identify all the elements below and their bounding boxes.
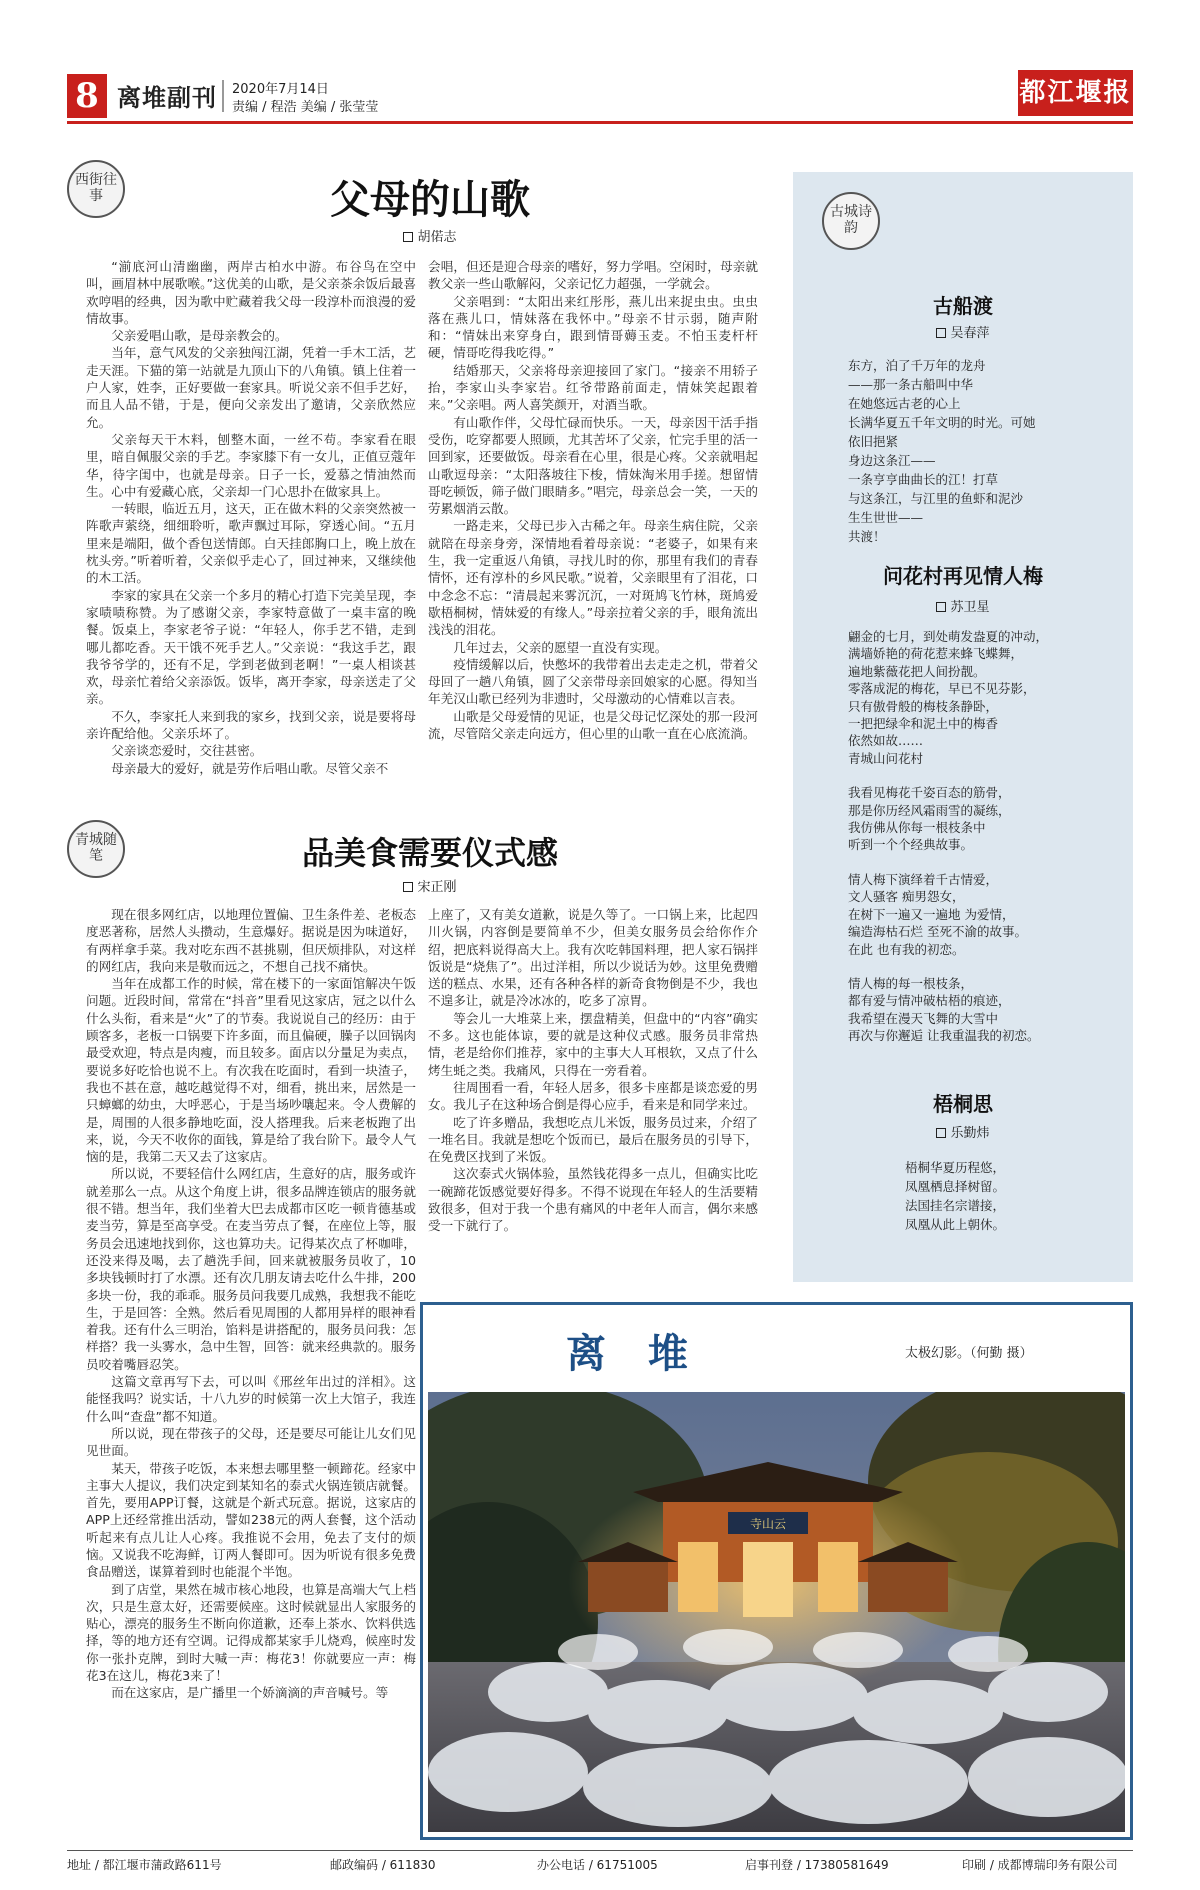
article1-column-1 bbox=[86, 258, 416, 796]
poem-line: 满墙娇艳的荷花惹来蜂飞蝶舞， bbox=[848, 646, 1024, 662]
poem-line: 法国挂名宗谱接， bbox=[905, 1198, 1006, 1213]
poem-line: 梧桐华夏历程悠， bbox=[905, 1160, 1006, 1175]
poem-line: 长满华夏五千年文明的时光。可她 bbox=[848, 415, 1036, 430]
paragraph: 某天，带孩子吃饭，本来想去哪里整一顿蹄花。经家中主事大人提议，我们决定到某知名的泰式火锅连锁店就餐。首先，要用APP订餐，这就是个新式玩意。据说，这家店的APP上还经常推出活动，譬如238元的两人套餐，这个活动听起来有点儿让人心疼。我推说不会用，免去了支付的烦恼。又说我不吃海鲜，订两人餐即可。因为听说有很多免费食品赠送，谋算着到时也能混个半饱。 bbox=[86, 1460, 416, 1580]
paragraph: 现在很多网红店，以地理位置偏、卫生条件差、老板态度恶著称，居然人头攒动，生意爆好。据说是因为味道好，有两样拿手菜。我对吃东西不甚挑剔，但厌烦排队，对这样的网红店，我向来是敬而远之，不想自己找不痛快。 bbox=[86, 907, 416, 974]
paragraph: 会唱，但还是迎合母亲的嗜好，努力学唱。空闲时，母亲就教父亲一些山歌解闷，父亲记忆力超强，一学就会。 bbox=[428, 259, 758, 292]
poem-line: 在此 也有我的初恋。 bbox=[848, 941, 965, 957]
column-badge-qingcheng: 青城随笔 bbox=[67, 820, 125, 878]
paragraph: 不久，李家托人来到我的家乡，找到父亲，说是要将母亲许配给他。父亲乐坏了。 bbox=[86, 708, 416, 742]
poem-line: 我希望在漫天飞舞的大雪中 bbox=[848, 1010, 999, 1026]
poem-line: 凤凰栖息择树留。 bbox=[905, 1179, 1006, 1194]
article-title: 父母的山歌 bbox=[330, 176, 530, 223]
paragraph: 所以说，现在带孩子的父母，还是要尽可能让儿女们见见世面。 bbox=[86, 1425, 416, 1459]
paragraph: 所以说，不要轻信什么网红店，生意好的店，服务或许就差那么一点。从这个角度上讲，很多品牌连锁店的服务就很不错。想当年，我们坐着大巴去成都市区吃一顿肯德基或麦当劳，算是至高享受。在麦当劳点了餐，在座位上等，服务员会迅速地找到你，这也算功夫。记得某次点了杯咖啡，还没来得及喝，去了趟洗手间，回来就被服务员收了，10多块钱顿时打了水漂。还有次几朋友请去吃什么牛排，200多块一份，我的乖乖。服务员问我要几成熟，我想我不能吃生，于是回答：全熟。然后看见周围的人都用异样的眼神看着我。还有什么三明治，馅料是讲搭配的，服务员问我：怎样搭？我一头雾水，急中生智，回答：就来经典款的。服务员咬着嘴唇忍笑。 bbox=[86, 1166, 416, 1372]
author-name: 吴春萍 bbox=[950, 326, 990, 341]
paragraph: 而在这家店，是广播里一个娇滴滴的声音喊号。等 bbox=[111, 1685, 389, 1701]
paragraph: 到了店堂，果然在城市核心地段，也算是高端大气上档次，只是生意太好，还需要候座。这时候就显出人家服务的贴心，漂亮的服务生不断向你道歉，还奉上茶水、饮料供选择，等的地方还有空调。记得成都某家手儿烧鸡，候座时发你一张扑克牌，到时大喊一声：梅花3！你就要应一声：梅花3在这儿，梅花3来了！ bbox=[86, 1581, 416, 1684]
byline-box-icon bbox=[403, 232, 413, 242]
paragraph: 父亲爱唱山歌，是母亲教会的。 bbox=[111, 328, 288, 344]
author-name: 宋正刚 bbox=[417, 880, 457, 895]
poem-line: 依然如故…… bbox=[848, 733, 924, 749]
article1-column-2 bbox=[428, 258, 758, 796]
poem-line: 我仿佛从你每一根枝条中 bbox=[848, 820, 986, 836]
photo-feature-title: 离 堆 bbox=[566, 1330, 702, 1377]
masthead-rule bbox=[67, 121, 1133, 124]
poem-body bbox=[905, 1158, 1105, 1234]
article-title: 品美食需要仪式感 bbox=[301, 834, 558, 872]
poem-title: 问花村再见情人梅 bbox=[883, 564, 1043, 588]
paragraph: 疫情缓解以后，快憋坏的我带着出去走走之机，带着父母回了一趟八角镇，圆了父亲带母亲回娘家的心愿。得知当年羌汉山歌已经列为非遗时，父母激动的心情难以言表。 bbox=[428, 656, 758, 707]
poem-line: 编造海枯石烂 至死不渝的故事。 bbox=[848, 924, 1027, 940]
paragraph: 这次泰式火锅体验，虽然钱花得多一点儿，但确实比吃一碗蹄花饭感觉要好得多。不得不说现在年轻人的生活要精致很多，但对于我一个患有痛风的中老年人而言，偶尔来感受一下就行了。 bbox=[428, 1166, 758, 1234]
footer-postcode: 邮政编码 / 611830 bbox=[330, 1858, 436, 1872]
poem-line: 东方，泊了千万年的龙舟 bbox=[848, 358, 986, 373]
masthead-divider bbox=[222, 80, 224, 112]
page-number: 8 bbox=[67, 74, 107, 118]
poem-line: 听到一个个经典故事。 bbox=[848, 837, 974, 853]
paragraph: 这篇文章再写下去，可以叫《邢丝年出过的洋相》。这能怪我吗？说实话，十八九岁的时候第一次上大馆子，我连什么叫“查盘”都不知道。 bbox=[86, 1374, 416, 1424]
poem-line: 我看见梅花千姿百态的筋骨， bbox=[848, 785, 1011, 801]
poem-body bbox=[848, 628, 1118, 1045]
footer-rule bbox=[67, 1850, 1133, 1851]
poem-line: ——那一条古船叫中华 bbox=[848, 377, 974, 392]
poem-line: 一把把绿伞和泥土中的梅香 bbox=[848, 716, 999, 732]
poem-line: 都有爱与情冲破枯梧的痕迹， bbox=[848, 993, 1011, 1009]
paragraph: 结婚那天，父亲将母亲迎接回了家门。“接亲不用轿子抬，李家山头李家岩。红爷带路前面走，情妹笑起跟着来。”父亲唱。两人喜笑颜开，对酒当歌。 bbox=[428, 362, 758, 413]
photo-caption: 太极幻影。（何勤 摄） bbox=[905, 1346, 1033, 1361]
poem-title: 古船渡 bbox=[933, 294, 993, 318]
paragraph: 有山歌作伴，父母忙碌而快乐。一天，母亲因干活手指受伤，吃穿都要人照顾，尤其苦坏了父亲，忙完手里的活一回到家，还要做饭。母亲看在心里，很是心疼。父亲就唱起山歌逗母亲：“太阳落坡往下梭，情妹淘米用手搓。想留情哥吃顿饭，筛子做门眼睛多。”唱完，母亲总会一笑，一天的劳累烟消云散。 bbox=[428, 414, 758, 517]
poem-line: 情人梅下演绎着千古情爱， bbox=[848, 871, 999, 887]
poem-line: 身边这条江—— bbox=[848, 453, 936, 468]
article-byline bbox=[320, 226, 540, 245]
stanza-gap bbox=[848, 767, 1118, 784]
poem-line: 在她悠远古老的心上 bbox=[848, 396, 961, 411]
poem-byline bbox=[793, 322, 1133, 341]
poem-line: 一条亨亨曲曲长的江！打草 bbox=[848, 472, 999, 487]
stanza-gap bbox=[848, 854, 1118, 871]
poem-line: 在树下一遍又一遍地 为爱情， bbox=[848, 906, 1015, 922]
stanza-gap bbox=[848, 958, 1118, 975]
issue-date: 2020年7月14日 bbox=[232, 82, 329, 97]
paragraph: 当年，意气风发的父亲独闯江湖，凭着一手木工活，艺走天涯。下猫的第一站就是九顶山下的八角镇。镇上住着一户人家，姓李，正好要做一套家具。听说父亲不但手艺好，而且人品不错，于是，便向父亲发出了邀请，父亲欣然应允。 bbox=[86, 345, 416, 430]
article2-column-1 bbox=[86, 906, 416, 1836]
poem-byline bbox=[793, 1122, 1133, 1141]
footer-phone: 办公电话 / 61751005 bbox=[537, 1858, 658, 1872]
column-badge-gucheng: 古城诗韵 bbox=[822, 192, 880, 250]
poem-line: 再次与你邂逅 让我重温我的初恋。 bbox=[848, 1028, 1040, 1044]
poem-line: 凤凰从此上朝休。 bbox=[905, 1217, 1006, 1232]
footer-address: 地址 / 都江堰市蒲政路611号 bbox=[67, 1858, 222, 1872]
paragraph: 父亲唱到：“太阳出来红彤彤，燕儿出来捉虫虫。虫虫落在燕儿口，情妹落在我怀中。”母亲不甘示弱，随声附和：“情妹出来穿身白，跟到情哥薅玉麦。不怕玉麦杆杆硬，情哥吃得我吃得。” bbox=[428, 293, 758, 361]
paragraph: 几年过去，父亲的愿望一直没有实现。 bbox=[453, 639, 668, 655]
paragraph: 山歌是父母爱情的见证，也是父母记忆深处的那一段河流，尽管陪父亲走向远方，但心里的山歌一直在心底流淌。 bbox=[428, 708, 758, 742]
paragraph: “湔底河山清幽幽，两岸古柏水中游。布谷鸟在空中叫，画眉林中展歌喉。”这优美的山歌，是父亲茶余饭后最喜欢哼唱的经典，因为歌中贮藏着我父母一段淳朴而浪漫的爱情故事。 bbox=[86, 259, 416, 326]
poem-line: 翩金的七月，到处萌发盎夏的冲动， bbox=[848, 629, 1049, 644]
paragraph: 吃了许多赠品，我想吃点儿米饭，服务员过来，介绍了一堆名目。我就是想吃个饭而已，最后在服务员的引导下，在免费区找到了米饭。 bbox=[428, 1114, 758, 1165]
article2-column-2 bbox=[428, 906, 758, 1286]
poem-line: 与这条江，与江里的鱼虾和泥沙 bbox=[848, 491, 1024, 506]
paragraph: 当年在成都工作的时候，常在楼下的一家面馆解决午饭问题。近段时间，常常在“抖音”里看见这家店，冠之以什么什么头衔，看来是“火”了的节奏。我说说自己的经历：由于顾客多，老板一口锅要下许多面，而且偏硬，臊子以回锅肉最受欢迎，特点是肉瘦，而且较多。面店以分量足为卖点，要说多好吃恰也说不上。有次我在吃面时，看到一块渣子，我也不甚在意，越吃越觉得不对，细看，挑出来，居然是一只蟑螂的幼虫，大呼恶心，于是当场吵嚷起来。令人费解的是，周围的人很多静地吃面，没人搭理我。后来老板跑了出来，说，今天不收你的面钱，算是给了我台阶下。最令人气恼的是，我第二天又去了这家店。 bbox=[86, 976, 416, 1165]
gate-sign-text: 寺山云 bbox=[749, 1517, 787, 1531]
article-byline bbox=[320, 876, 540, 895]
footer-printer: 印刷 / 成都博瑞印务有限公司 bbox=[962, 1858, 1118, 1872]
editors-line: 责编 / 程浩 美编 / 张莹莹 bbox=[232, 100, 379, 115]
poem-line: 共渡！ bbox=[848, 529, 886, 544]
paragraph: 母亲最大的爱好，就是劳作后唱山歌。尽管父亲不 bbox=[111, 760, 389, 776]
byline-box-icon bbox=[936, 1128, 946, 1138]
photo-illustration bbox=[428, 1392, 1125, 1832]
paragraph: 一转眼，临近五月，这天，正在做木料的父亲突然被一阵歌声萦绕，细细聆听，歌声飘过耳际，穿透心间。“五月里来是端阳，做个香包送情郎。白天挂郎胸口上，晚上放在枕头旁。”听着听着，父亲似乎走心了，回过神来，又继续他的木工活。 bbox=[86, 501, 416, 586]
paragraph: 父亲每天干木料，刨整木面，一丝不苟。李家看在眼里，暗自佩服父亲的手艺。李家膝下有一女儿，正值豆蔻年华，待字闺中，也就是母亲。日子一长，爱慕之情油然而生。心中有爱藏心底，父亲却一门心思扑在做家具上。 bbox=[86, 431, 416, 499]
author-name: 乐勤炜 bbox=[950, 1126, 990, 1141]
byline-box-icon bbox=[936, 328, 946, 338]
poem-line: 只有傲骨般的梅枝条静卧， bbox=[848, 698, 999, 714]
poem-line: 青城山问花村 bbox=[848, 750, 924, 766]
poem-line: 那是你历经风霜雨雪的凝练， bbox=[848, 802, 1011, 818]
byline-box-icon bbox=[403, 882, 413, 892]
footer-notice: 启事刊登 / 17380581649 bbox=[745, 1858, 889, 1872]
paragraph: 上座了，又有美女道歉，说是久等了。一口锅上来，比起四川火锅，内容倒是要简单不少，但美女服务员会给你作介绍，把底料说得高大上。我有次吃韩国料理，把人家石锅拌饭说是“烧焦了”。出过洋相，所以少说话为妙。这里免费赠送的糕点、水果，还有各种各样的新奇食物倒是不少，我也不遑多让，就是冷冰冰的，吃多了凉胃。 bbox=[428, 907, 758, 1009]
poem-title: 梧桐思 bbox=[933, 1092, 993, 1116]
poem-line: 零落成泥的梅花，早已不见芬影， bbox=[848, 681, 1036, 697]
byline-box-icon bbox=[936, 602, 946, 612]
section-name: 离堆副刊 bbox=[117, 84, 217, 112]
poem-line: 情人梅的每一根枝条， bbox=[848, 975, 974, 991]
author-name: 苏卫星 bbox=[950, 600, 990, 615]
poem-line: 遍地紫薇花把人间扮靓。 bbox=[848, 663, 986, 679]
poem-body bbox=[848, 356, 1118, 546]
poem-byline bbox=[793, 596, 1133, 615]
paragraph: 父亲谈恋爱时，交往甚密。 bbox=[111, 743, 263, 759]
newspaper-logo: 都江堰报 bbox=[1018, 70, 1133, 116]
column-badge-xijie: 西街往事 bbox=[67, 160, 125, 218]
poem-line: 依旧挹紧 bbox=[848, 434, 899, 449]
paragraph: 等会儿一大堆菜上来，摆盘精美，但盘中的“内容”确实不多。这也能体谅，要的就是这种仪式感。服务员非常热情，老是给你们推荐，家中的主事大人耳根软，又点了什么烤生蚝之类。我痛风，只得在一旁看着。 bbox=[428, 1010, 758, 1078]
taichi-temple-photo bbox=[428, 1392, 1125, 1832]
paragraph: 李家的家具在父亲一个多月的精心打造下完美呈现，李家啧啧称赞。为了感谢父亲，李家特意做了一桌丰富的晚餐。饭桌上，李家老爷子说：“年轻人，你手艺不错，走到哪儿都吃香。天干饿不死手艺人。”父亲说：“我这手艺，跟我爷爷学的，还有不足，学到老做到老啊！”一桌人相谈甚欢，母亲忙着给父亲添饭。饭毕，离开李家，母亲送走了父亲。 bbox=[86, 587, 416, 707]
poem-line: 生生世世—— bbox=[848, 510, 924, 525]
paragraph: 一路走来，父母已步入古稀之年。母亲生病住院，父亲就陪在母亲身旁，深情地看着母亲说：“老婆子，如果有来生，我一定重返八角镇，寻找儿时的你，那里有我们的青春情怀，还有淳朴的乡风民歌。”说着，父亲眼里有了泪花，口中念念不忘：“清晨起来雾沉沉，一对斑鸠飞竹林，斑鸠爱歇梧桐树，情妹爱的有缘人。”母亲拉着父亲的手，眼角流出浅浅的泪花。 bbox=[428, 518, 758, 638]
author-name: 胡偌志 bbox=[417, 230, 457, 245]
paragraph: 往周围看一看，年轻人居多，很多卡座都是谈恋爱的男女。我儿子在这种场合倒是得心应手，看来是和同学来过。 bbox=[428, 1079, 758, 1113]
poem-line: 文人骚客 痴男怨女， bbox=[848, 889, 965, 905]
